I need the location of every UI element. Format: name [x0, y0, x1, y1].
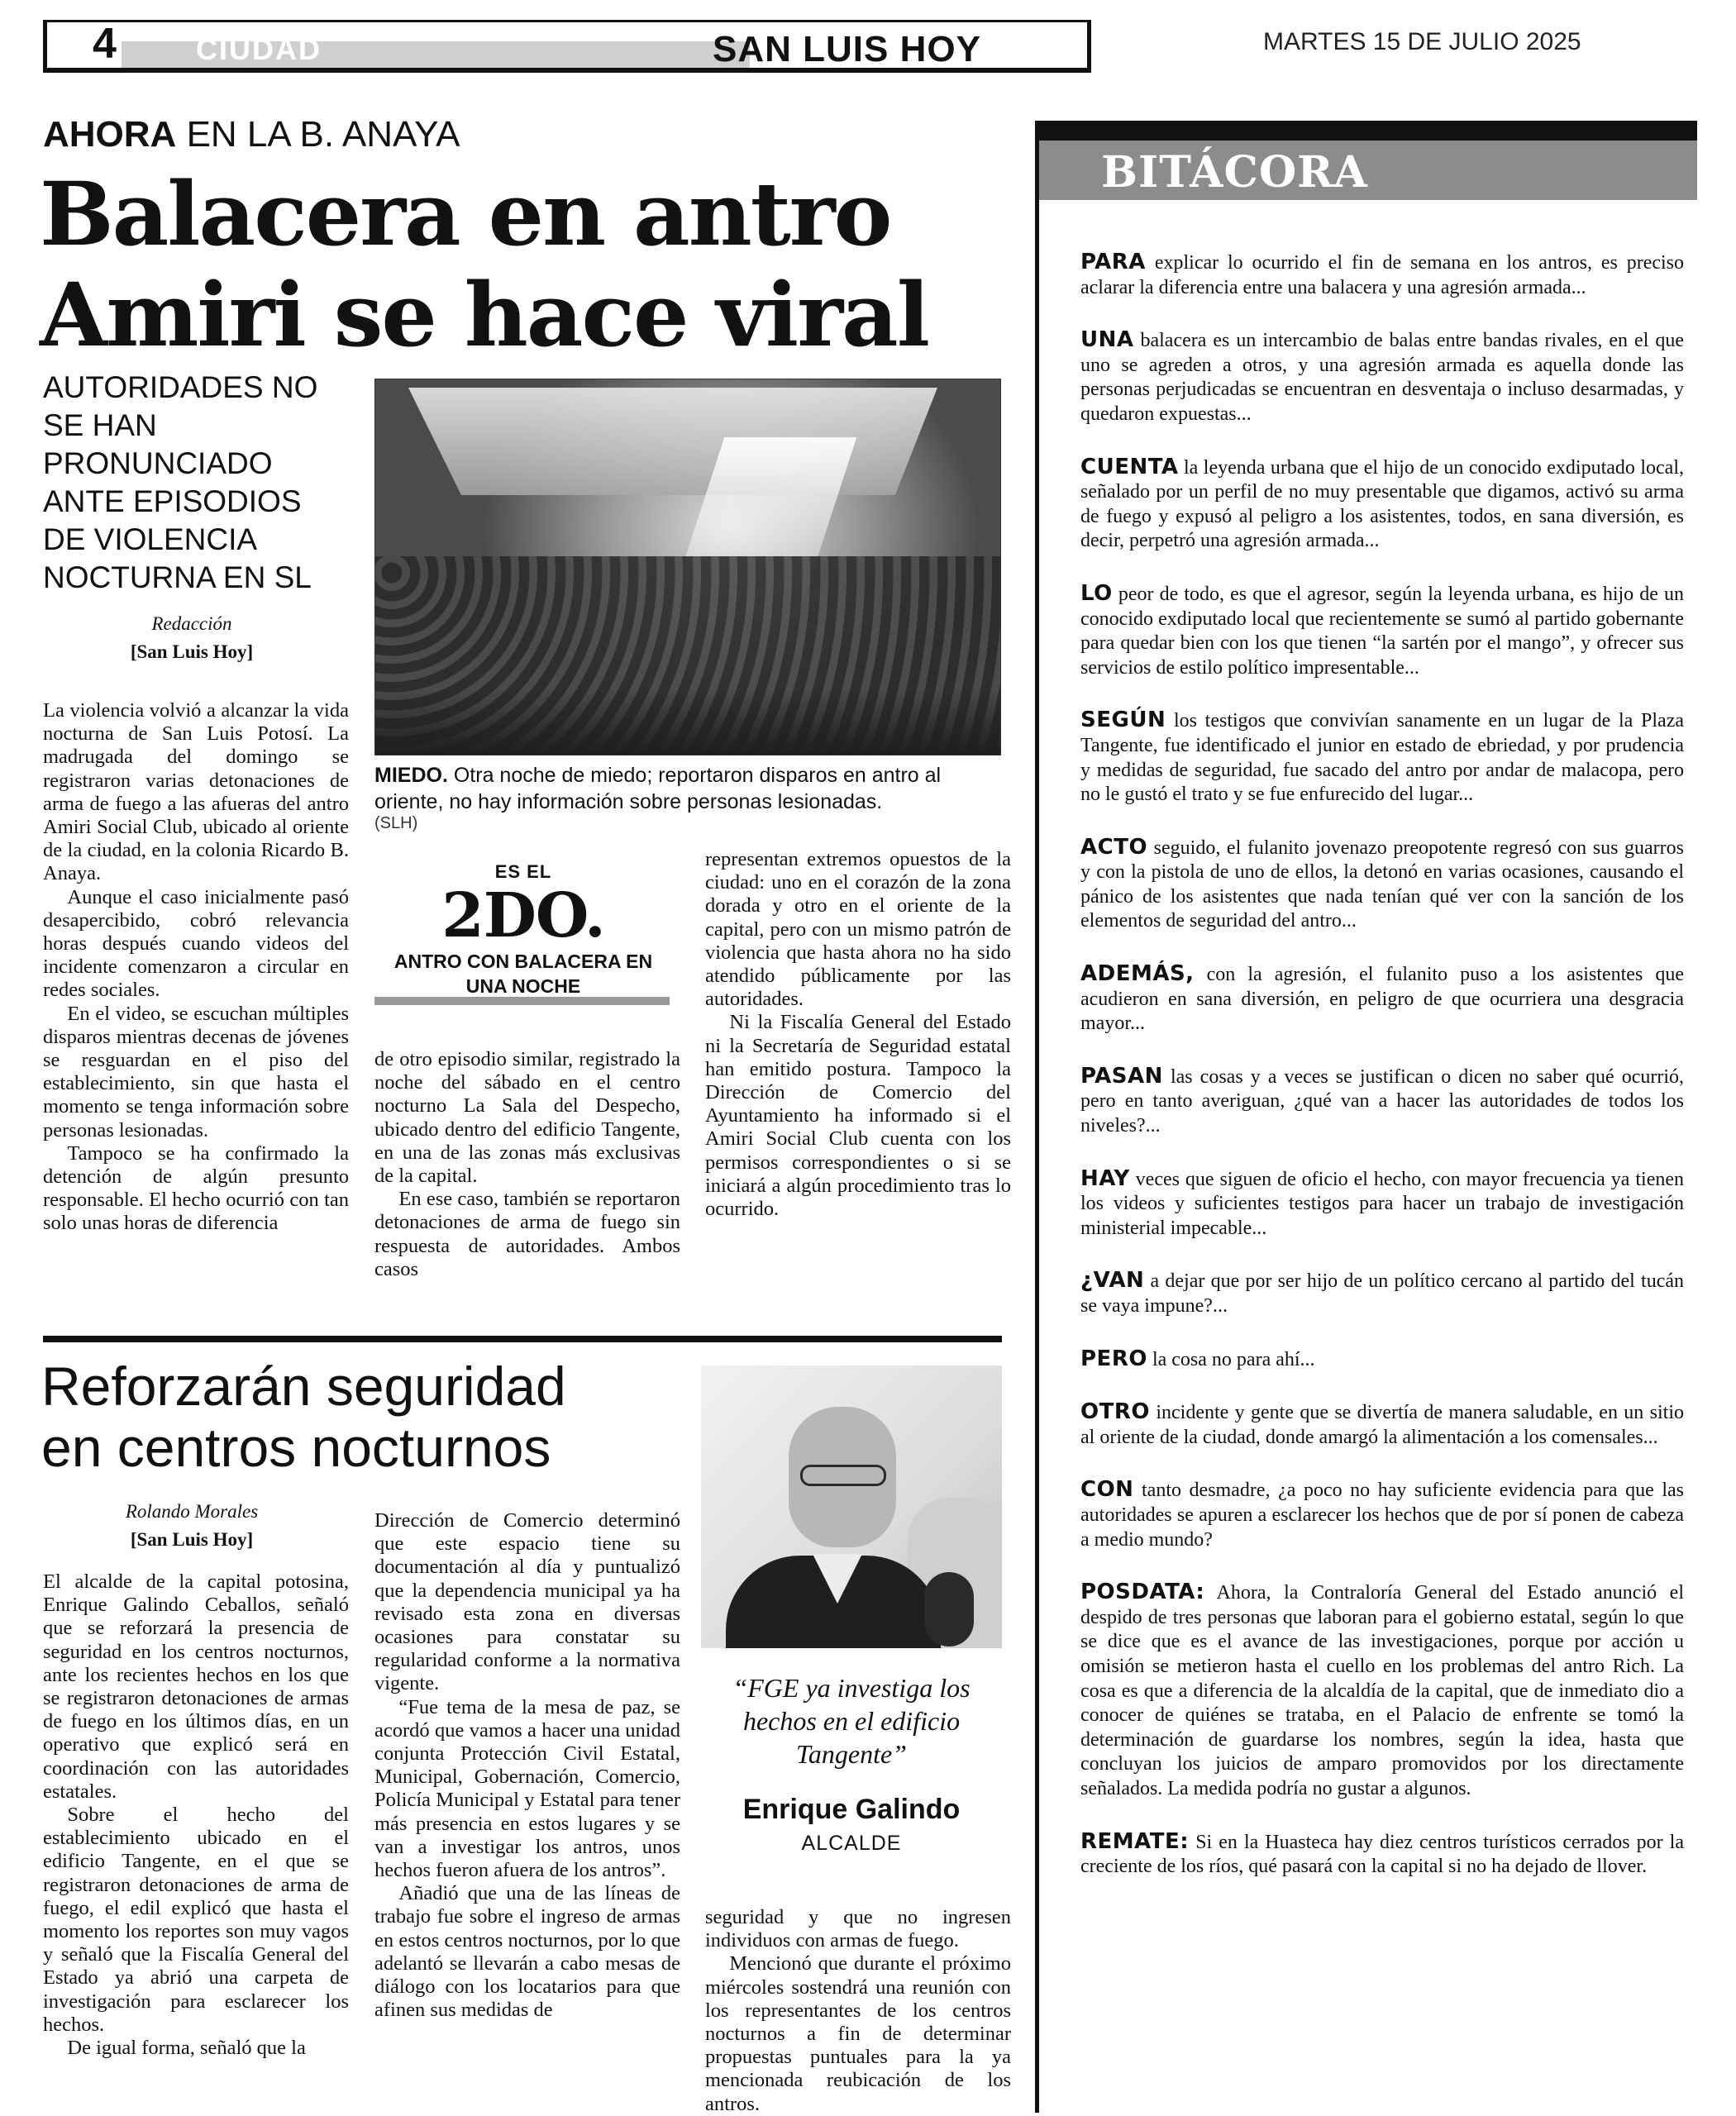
mayor-portrait: [701, 1365, 1002, 1648]
bitacora-item-lead: SEGÚN: [1080, 708, 1166, 733]
quote-name: Enrique Galindo: [742, 1794, 961, 1825]
bitacora-title: BITÁCORA: [1101, 147, 1368, 198]
bitacora-item-text: explicar lo ocurrido el fin de semana en los antros, es preciso aclarar la diferencia entre una balacera y una agresión armada...: [1080, 252, 1685, 298]
page-header: [43, 20, 1091, 73]
second-byline: [43, 1498, 341, 1554]
kicker-bold: AHORA: [43, 114, 177, 155]
main-column-3: [705, 848, 1011, 1221]
bitacora-item-text: balacera es un intercambio de balas entre bandas rivales, en el que uno se agreden a otros, y una agresión armada es aquella donde las personas perjudicadas se encuentran en desventaja o incluso desarmadas, y quedaron expuestas...: [1080, 330, 1684, 425]
bitacora-item-text: Si en la Huasteca hay diez centros turísticos cerrados por la creciente de los ríos, qué pasará con la capital si no ha dejado de llover.: [1080, 1831, 1685, 1878]
paragraph: El alcalde de la capital potosina, Enrique Galindo Ceballos, señaló que se reforzará la presencia de seguridad en los centros nocturnos, ante los recientes hechos en los que se registraron detonaciones de armas de fuego en los últimos días, en un operativo que explicó será en coordinación con las autoridades estatales.: [43, 1570, 349, 1803]
bitacora-item-lead: HAY: [1080, 1165, 1130, 1191]
bitacora-item: [1080, 455, 1684, 554]
main-byline: [43, 610, 341, 666]
second-column-2: [374, 1509, 680, 2022]
bitacora-item: [1080, 961, 1684, 1037]
paragraph: Dirección de Comercio determinó que este espacio tiene su documentación al día y puntualizó que la dependencia municipal ya ha revisado esta zona en diversas ocasiones para constatar su regularidad conforme a la normativa vigente.: [374, 1509, 680, 1695]
bitacora-item: [1080, 1477, 1684, 1552]
paragraph: Mencionó que durante el próximo miércoles sostendrá una reunión con los representantes de los centros nocturnos a fin de determinar propuestas puntuales para la ya mencionada reubicación de los antros.: [705, 1952, 1011, 2115]
byline-paper: [San Luis Hoy]: [130, 641, 254, 662]
photo-credit: (SLH): [374, 814, 418, 832]
main-headline-line2: Amiri se hace viral: [40, 263, 928, 366]
bitacora-item-text: la cosa no para ahí...: [1152, 1348, 1315, 1370]
second-column-1: [43, 1570, 349, 2060]
bitacora-item: [1080, 1346, 1684, 1373]
bitacora-item-lead: PARA: [1080, 250, 1146, 274]
kicker: [43, 114, 460, 155]
bitacora-item-lead: PASAN: [1080, 1063, 1163, 1089]
section-name: CIUDAD: [196, 32, 322, 66]
byline-name: Redacción: [151, 613, 232, 634]
newspaper-name: SAN LUIS HOY: [713, 29, 981, 69]
bitacora-item-lead: OTRO: [1080, 1399, 1150, 1425]
portrait-glasses: [800, 1465, 886, 1486]
bitacora-item: [1080, 250, 1684, 300]
main-subhead: AUTORIDADES NO SE HAN PRONUNCIADO ANTE EPISODIOS DE VIOLENCIA NOCTURNA EN SL: [43, 370, 318, 594]
bitacora-header: [1039, 121, 1697, 200]
caption-text: Otra noche de miedo; reportaron disparos en antro al oriente, no hay información sobre personas lesionadas.: [374, 764, 942, 813]
page-number: 4: [93, 20, 117, 68]
paragraph: En ese caso, también se reportaron detonaciones de arma de fuego sin respuesta de autoridades. Ambos casos: [374, 1188, 680, 1280]
bitacora-column: [1035, 121, 1693, 2113]
caption-lead: MIEDO.: [374, 764, 448, 787]
second-headline-line2: en centros nocturnos: [41, 1417, 551, 1478]
bitacora-item-text: seguido, el fulanito jovenazo preopotente regresó con sus guarros y con la pistola de uno de ellos, la detonó en varias ocasiones, causando el pánico de los asistentes que nada tenían qué ver con la sanción de los elementos de seguridad del antro...: [1080, 836, 1684, 932]
second-headline-line1: Reforzarán seguridad: [41, 1356, 566, 1417]
kicker-rest: EN LA B. ANAYA: [186, 114, 460, 155]
issue-date: MARTES 15 DE JULIO 2025: [1263, 28, 1581, 55]
bitacora-item-text: con la agresión, el fulanito puso a los asistentes que acudieron en sana diversión, en peligro de que ocurriera una desgracia mayor...: [1080, 964, 1684, 1035]
bitacora-item: [1080, 1399, 1684, 1450]
paragraph: Añadió que una de las líneas de trabajo fue sobre el ingreso de armas en estos centros nocturnos, por lo que adelantó se llevarán a cabo mesas de diálogo con los locatarios para que afinen sus medidas de: [374, 1882, 680, 2022]
second-column-3: [705, 1906, 1011, 2116]
paragraph: La violencia volvió a alcanzar la vida nocturna de San Luis Potosí. La madrugada del domingo se registraron varias detonaciones de arma de fuego a las afueras del antro Amiri Social Club, ubicado al oriente de la ciudad, en la colonia Ricardo B. Anaya.: [43, 699, 349, 885]
paragraph: representan extremos opuestos de la ciudad: uno en el corazón de la zona dorada y otro en el oriente de la capital, pero con un mismo patrón de violencia que hasta ahora no ha sido atendido públicamente por las autoridades.: [705, 848, 1011, 1011]
bitacora-item-text: veces que siguen de oficio el hecho, con mayor frecuencia ya tienen los videos y suficientes testigos para hacer un trabajo de investigación ministerial impecable...: [1080, 1168, 1684, 1239]
pull-quote: “FGE ya investiga los hechos en el edificio Tangente”: [732, 1673, 971, 1769]
bitacora-item-lead: REMATE:: [1080, 1828, 1190, 1854]
bitacora-item-lead: LO: [1080, 580, 1113, 606]
bitacora-item-lead: POSDATA:: [1080, 1580, 1205, 1605]
paragraph: De igual forma, señaló que la: [67, 2037, 306, 2060]
bitacora-item: [1080, 1268, 1684, 1318]
bitacora-item: [1080, 835, 1684, 934]
bitacora-item-lead: ADEMÁS,: [1080, 961, 1195, 987]
bitacora-item: [1080, 1580, 1684, 1801]
bitacora-item: [1080, 1064, 1684, 1139]
bitacora-item-text: los testigos que convivían sanamente en un lugar de la Plaza Tangente, fue identificado el junior en estado de ebriedad, y por prudencia y medidas de seguridad, fue sacado del antro por andar de malacopa, pero no le gustó el trato y se fue enfurecido del lugar...: [1080, 710, 1684, 806]
bitacora-item: [1080, 1166, 1684, 1241]
article-divider: [43, 1336, 1002, 1342]
bitacora-item: [1080, 708, 1684, 807]
bitacora-item-text: incidente y gente que se divertía de manera saludable, en un sitio al oriente de la ciudad, donde amargó la alimentación a los comensales...: [1080, 1402, 1685, 1448]
stat-top: ES EL: [494, 861, 552, 882]
main-column-1: [43, 699, 349, 1236]
bitacora-item-lead: PERO: [1080, 1346, 1147, 1371]
bitacora-header-bar: [1039, 126, 1697, 141]
bitacora-item-lead: CON: [1080, 1477, 1134, 1503]
bitacora-item-text: tanto desmadre, ¿a poco no hay suficiente evidencia para que las autoridades se apuren a esclarecer los hechos que de por sí ponen de cabeza a medio mundo?: [1080, 1480, 1685, 1551]
bitacora-item-text: las cosas y a veces se justifican o dicen no saber qué ocurrió, pero en tanto averiguan, ¿qué van a hacer las autoridades de todos los niveles?...: [1080, 1065, 1685, 1137]
paragraph: “Fue tema de la mesa de paz, se acordó que vamos a hacer una unidad conjunta Protección Civil Estatal, Municipal, Gobernación, Comercio, Policía Municipal y Estatal para tener más presencia en estos lugares y se van a investigar los antros, unos hechos fueron afuera de los antros”.: [374, 1695, 680, 1882]
main-column-2: [374, 1048, 680, 1281]
microphone-icon: [924, 1572, 974, 1647]
main-headline: [40, 164, 1032, 365]
bitacora-item-text: la leyenda urbana que el hijo de un conocido exdiputado local, señalado por un perfil de no muy presentable que digamos, activó su arma de fuego y expusó al peligro a los asistentes, todos, en sana diversión, es decir, perpetró una agresión armada...: [1080, 456, 1684, 552]
stat-divider: [374, 997, 670, 1005]
paragraph: Ni la Fiscalía General del Estado ni la Secretaría de Seguridad estatal han emitido postura. Tampoco la Dirección de Comercio del Ayuntamiento ha informado si el Amiri Social Club cuenta con los permisos correspondientes o si se iniciará a algún procedimiento tras lo ocurrido.: [705, 1011, 1011, 1221]
paragraph: Aunque el caso inicialmente pasó desapercibido, cobró relevancia horas después cuando videos del incidente comenzaron a circular en redes sociales.: [43, 885, 349, 1002]
photo-caption: [374, 762, 1003, 815]
byline-paper: [San Luis Hoy]: [130, 1529, 254, 1550]
bitacora-body: [1080, 250, 1684, 1907]
nightclub-photo: [374, 379, 1001, 755]
bitacora-item: [1080, 1829, 1684, 1880]
bitacora-item-lead: ¿VAN: [1080, 1268, 1145, 1294]
bitacora-item-lead: CUENTA: [1080, 454, 1179, 479]
bitacora-item-text: peor de todo, es que el agresor, según la leyenda urbana, es hijo de un conocido exdiputado local que recientemente se sumó al partido gobernante para quedar bien con los que tienen “la sartén por el mango”, y ofrecer sus servicios de estilo político impresentable...: [1080, 583, 1685, 679]
bitacora-item: [1080, 581, 1684, 680]
paragraph: En el video, se escuchan múltiples disparos mientras decenas de jóvenes se resguardan en el piso del establecimiento, sin que hasta el momento se tenga información sobre personas lesionadas.: [43, 1002, 349, 1141]
stat-callout: [374, 861, 672, 998]
main-headline-line1: Balacera en antro: [40, 162, 891, 265]
bitacora-item-text: Ahora, la Contraloría General del Estado anunció el despido de tres personas que laboran para el gobierno estatal, según lo que se dice que es el avance de las investigaciones, porque por acción u omisión se metieron hasta el cuello en los problemas del antro Rich. La cosa es que a diferencia de la alcaldía de la capital, que de inmediato dio a conocer de quiénes se trataba, en el Palacio de enfrente se tomó la determinación de guardarse los nombres, según la idea, hasta que concluyan los juicios de amparo promovidos por los directamente señalados. La medida podría no gustar a algunos.: [1080, 1582, 1684, 1799]
paragraph: de otro episodio similar, registrado la noche del sábado en el centro nocturno La Sala del Despecho, ubicado dentro del edificio Tangente, en una de las zonas más exclusivas de la capital.: [374, 1048, 680, 1188]
photo-floor: [375, 689, 1000, 755]
photo-ceiling: [408, 388, 937, 495]
bitacora-item-lead: ACTO: [1080, 834, 1148, 860]
stat-label: ANTRO CON BALACERA EN UNA NOCHE: [393, 951, 653, 997]
byline-name: Rolando Morales: [125, 1501, 259, 1522]
second-headline: [41, 1356, 703, 1478]
stat-number: 2DO.: [441, 880, 605, 951]
bitacora-item-text: a dejar que por ser hijo de un político cercano al partido del tucán se vaya impune?...: [1080, 1270, 1684, 1317]
quote-title: ALCALDE: [801, 1832, 902, 1855]
paragraph: Sobre el hecho del establecimiento ubicado en el edificio Tangente, en el que se registraron detonaciones de arma de fuego, el edil explicó que hasta el momento los reportes son muy vagos y señaló que la Fiscalía General del Estado ya abrió una carpeta de investigación para esclarecer los hechos.: [43, 1804, 349, 2036]
bitacora-item: [1080, 327, 1684, 427]
bitacora-item-lead: UNA: [1080, 327, 1134, 353]
paragraph: seguridad y que no ingresen individuos con armas de fuego.: [705, 1906, 1011, 1952]
paragraph: Tampoco se ha confirmado la detención de algún presunto responsable. El hecho ocurrió con tan solo unas horas de diferencia: [43, 1141, 349, 1235]
